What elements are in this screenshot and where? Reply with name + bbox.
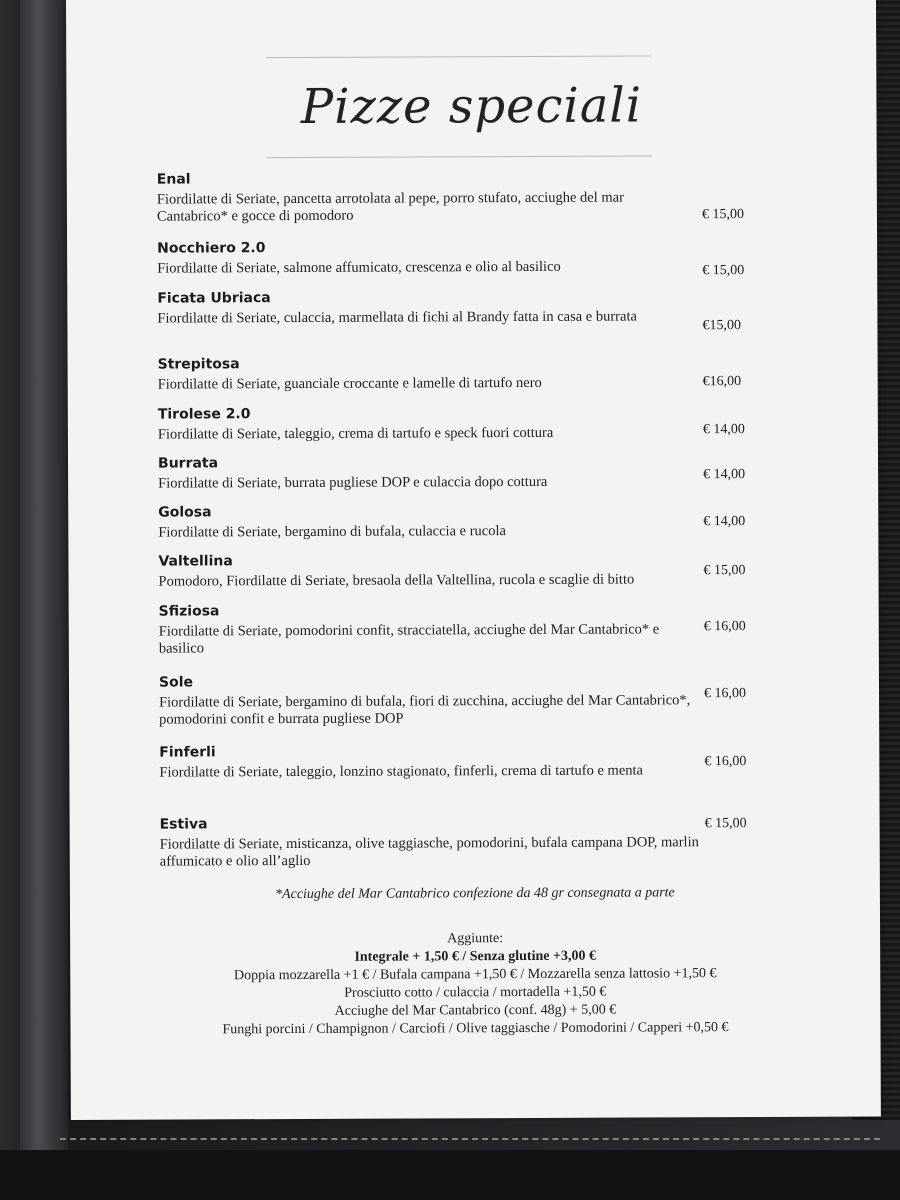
menu-item <box>160 814 800 871</box>
item-price: €15,00 <box>702 318 741 334</box>
extras-line: Prosciutto cotto / culaccia / mortadella +1,50 € <box>344 984 607 1001</box>
page-title: Pizze speciali <box>300 77 643 135</box>
item-name: Tirolese 2.0 <box>157 406 251 423</box>
item-price: € 15,00 <box>703 563 746 579</box>
title-bottom-rule <box>267 155 652 158</box>
item-price: € 14,00 <box>703 467 746 483</box>
item-price: € 16,00 <box>704 754 747 770</box>
item-description: Fiordilatte di Seriate, burrata pugliese DOP e culaccia dopo cottura <box>158 473 548 492</box>
extras-line: Funghi porcini / Champignon / Carciofi / Olive taggiasche / Pomodorini / Capperi +0,50 € <box>222 1020 729 1038</box>
item-price: € 15,00 <box>704 816 747 832</box>
item-name: Burrata <box>157 455 219 472</box>
item-description: Fiordilatte di Seriate, bergamino di bufala, fiori di zucchina, acciughe del Mar Cantabrico*, pomodorini confit e burrata pugliese DOP <box>159 692 691 728</box>
menu-item <box>159 672 799 729</box>
item-description: Pomodoro, Fiordilatte di Seriate, bresaola della Valtellina, rucola e scaglie di bitto <box>158 571 635 590</box>
item-description: Fiordilatte di Seriate, salmone affumicato, crescenza e olio al basilico <box>157 258 561 277</box>
anchovy-footnote: *Acciughe del Mar Cantabrico confezione da 48 gr consegnata a parte <box>275 885 675 903</box>
item-price: € 16,00 <box>704 686 747 702</box>
menu-item <box>158 453 798 493</box>
menu-page <box>66 0 881 1120</box>
menu-item <box>157 238 797 278</box>
item-price: € 15,00 <box>701 207 744 223</box>
menu-item <box>158 502 798 542</box>
binder-bottom <box>0 1150 900 1200</box>
item-description: Fiordilatte di Seriate, bergamino di bufala, culaccia e rucola <box>158 523 506 541</box>
item-name: Sfiziosa <box>158 603 220 620</box>
extras-section <box>70 928 880 1040</box>
item-description: Fiordilatte di Seriate, misticanza, olive taggiasche, pomodorini, bufala campana DOP, marlin affumicato e olio all’aglio <box>159 834 699 870</box>
item-description: Fiordilatte di Seriate, pomodorini confit, stracciatella, acciughe del Mar Cantabrico* e basilico <box>158 621 660 657</box>
item-price: € 15,00 <box>702 263 745 279</box>
item-name: Enal <box>156 171 191 188</box>
item-name: Valtellina <box>158 553 233 570</box>
menu-item <box>159 601 799 658</box>
item-name: Finferli <box>159 744 216 761</box>
title-top-rule <box>266 55 651 58</box>
item-description: Fiordilatte di Seriate, pancetta arrotolata al pepe, porro stufato, acciughe del mar Cantabrico* e gocce di pomodoro <box>156 189 624 225</box>
extras-line: Doppia mozzarella +1 € / Bufala campana +1,50 € / Mozzarella senza lattosio +1,50 € <box>234 966 717 984</box>
item-name: Estiva <box>159 816 208 833</box>
item-price: € 16,00 <box>703 619 746 635</box>
extras-line: Acciughe del Mar Cantabrico (conf. 48g) + 5,00 € <box>334 1002 617 1019</box>
menu-item <box>157 169 797 226</box>
extras-heading: Aggiunte: <box>447 931 504 947</box>
binder-stitching <box>60 1138 880 1140</box>
item-name: Sole <box>158 674 194 691</box>
item-price: € 14,00 <box>703 514 746 530</box>
item-name: Ficata Ubriaca <box>157 290 271 307</box>
item-price: €16,00 <box>702 374 742 390</box>
item-description: Fiordilatte di Seriate, culaccia, marmellata di fichi al Brandy fatta in casa e burrata <box>157 308 637 327</box>
item-price: € 14,00 <box>702 422 745 438</box>
item-description: Fiordilatte di Seriate, taleggio, lonzino stagionato, finferli, crema di tartufo e menta <box>159 762 643 781</box>
menu-item <box>159 742 799 782</box>
item-description: Fiordilatte di Seriate, taleggio, crema di tartufo e speck fuori cottura <box>157 424 554 443</box>
item-name: Strepitosa <box>157 356 240 373</box>
extras-line: Integrale + 1,50 € / Senza glutine +3,00 € <box>354 948 596 965</box>
menu-item <box>158 551 798 591</box>
item-description: Fiordilatte di Seriate, guanciale croccante e lamelle di tartufo nero <box>157 374 542 393</box>
menu-item <box>157 288 797 334</box>
item-name: Golosa <box>158 504 212 521</box>
plastic-sleeve-edge <box>20 0 68 1150</box>
menu-item <box>158 354 798 394</box>
menu-item <box>158 404 798 444</box>
item-name: Nocchiero 2.0 <box>157 240 266 257</box>
